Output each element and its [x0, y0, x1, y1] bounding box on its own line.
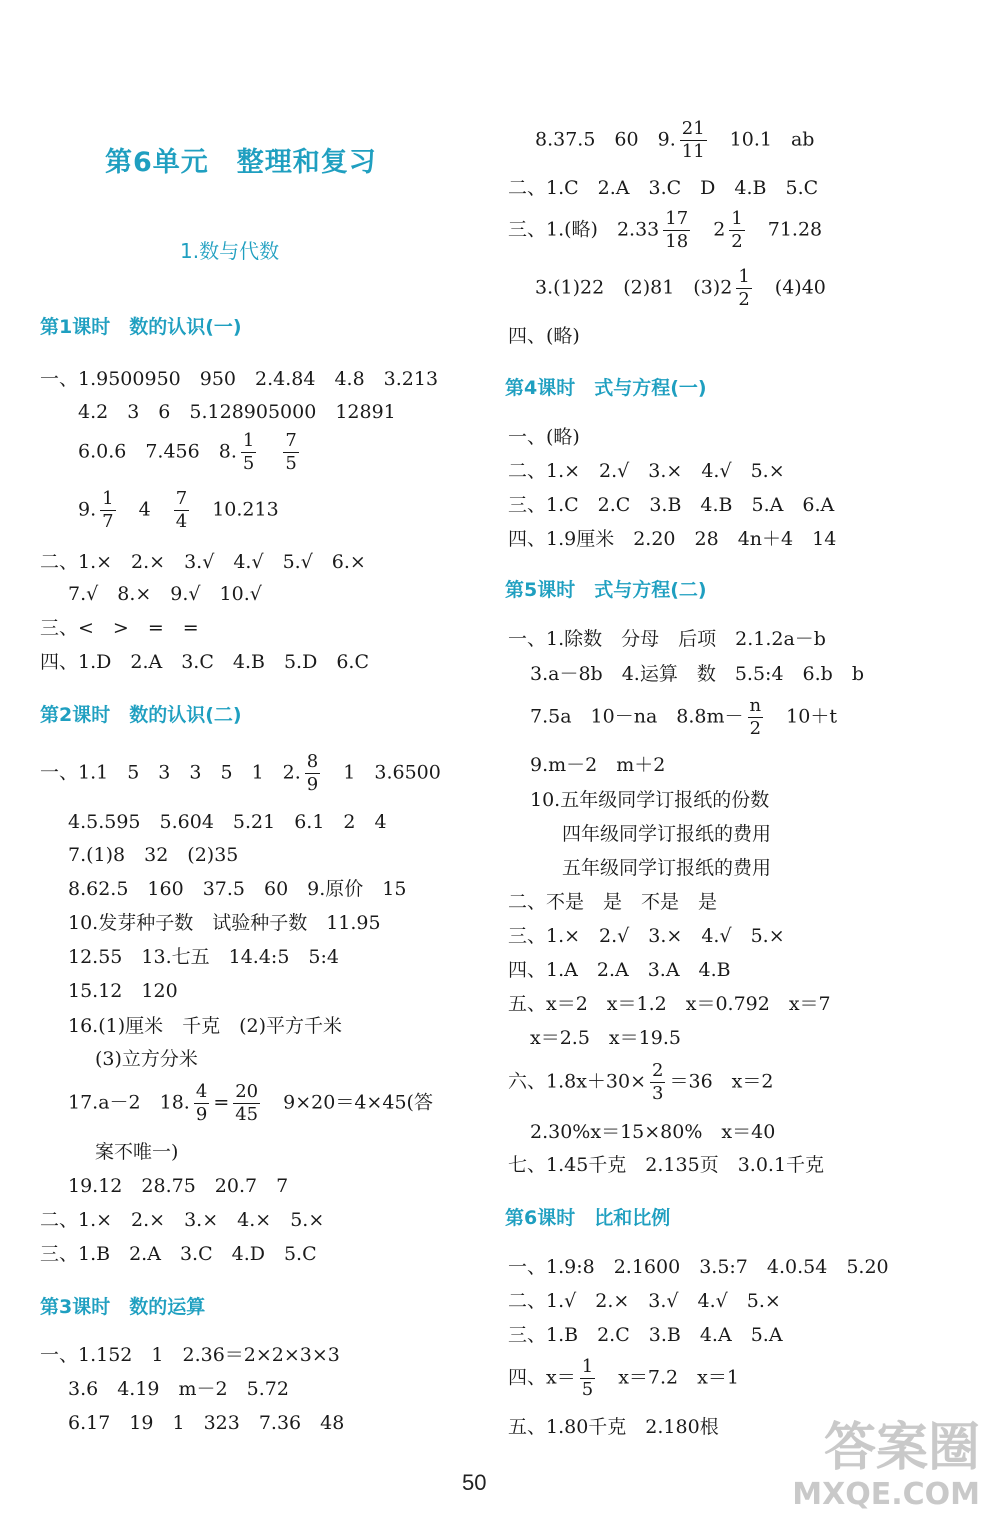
answer-line: 4.2 3 6 5.128905000 12891: [78, 401, 396, 423]
answer-line: 6.17 19 1 323 7.36 48: [68, 1412, 345, 1434]
answer-line: 三、1.B 2.A 3.C 4.D 5.C: [40, 1243, 317, 1265]
answer-line: 二、1.C 2.A 3.C D 4.B 5.C: [508, 177, 819, 199]
fraction: $\frac{7}{5}$: [285, 430, 297, 474]
fraction: $\frac{1}{7}$: [102, 488, 114, 532]
fraction: $\frac{1}{5}$: [242, 430, 255, 474]
answer-line: 一、1.1 5 3 3 5 1 2. $\frac{8}{9}$ 1 3.6500: [40, 751, 441, 795]
lesson-5-title: 第5课时 式与方程(二): [505, 579, 707, 601]
answer-line: 四、1.9厘米 2.20 28 4n＋4 14: [508, 528, 837, 550]
answer-line: 五年级同学订报纸的费用: [562, 857, 772, 879]
answer-line: 12.55 13.七五 14.4:5 5:4: [68, 946, 339, 968]
lesson-1-title: 第1课时 数的认识(一): [40, 316, 242, 338]
answer-line: 三、1.B 2.C 3.B 4.A 5.A: [508, 1324, 783, 1346]
answer-line: 二、1.× 2.× 3.√ 4.√ 5.√ 6.×: [40, 551, 366, 573]
answer-line: 2.30%x＝15×80% x＝40: [530, 1121, 776, 1143]
lesson-6-title: 第6课时 比和比例: [505, 1207, 671, 1229]
answer-line: 3.(1)22 (2)81 (3)2 $\frac{1}{2}$ (4)40: [535, 266, 826, 310]
answer-line: 二、1.× 2.√ 3.× 4.√ 5.×: [508, 460, 785, 482]
answer-line: 4.5.595 5.604 5.21 6.1 2 4: [68, 811, 387, 833]
answer-line: 7.(1)8 32 (2)35: [68, 844, 239, 866]
answer-line: 16.(1)厘米 千克 (2)平方千米: [68, 1015, 343, 1037]
answer-line: 二、1.× 2.× 3.× 4.× 5.×: [40, 1209, 325, 1231]
answer-line: 四、1.A 2.A 3.A 4.B: [508, 959, 731, 981]
answer-line: (3)立方分米: [95, 1048, 198, 1070]
answer-line: 3.a－8b 4.运算 数 5.5:4 6.b b: [530, 663, 864, 685]
fraction: $\frac{20}{45}$: [235, 1081, 259, 1125]
fraction: $\frac{2}{3}$: [652, 1060, 664, 1104]
answer-line: 二、1.√ 2.× 3.√ 4.√ 5.×: [508, 1290, 781, 1312]
fraction: $\frac{1}{2}$: [731, 208, 743, 252]
answer-line: 三、1.(略) 2.33 $\frac{17}{18}$ 2 $\frac{1}{2}$ 71.28: [508, 208, 823, 252]
answer-line: 七、1.45千克 2.135页 3.0.1千克: [508, 1154, 825, 1176]
answer-line: 8.37.5 60 9. $\frac{21}{11}$ 10.1 ab: [535, 118, 815, 162]
answer-line: 9.m－2 m＋2: [530, 754, 666, 776]
fraction: $\frac{7}{4}$: [175, 488, 188, 532]
section-title: 1.数与代数: [180, 239, 280, 263]
answer-line: 四、(略): [508, 325, 580, 347]
answer-line: 二、不是 是 不是 是: [508, 891, 718, 913]
answer-line: 一、1.152 1 2.36＝2×2×3×3: [40, 1344, 340, 1366]
fraction: $\frac{21}{11}$: [681, 118, 705, 162]
answer-line: 15.12 120: [68, 980, 178, 1002]
page-number: 50: [462, 1470, 487, 1495]
fraction: $\frac{17}{18}$: [665, 208, 689, 252]
answer-line: 一、1.9500950 950 2.4.84 4.8 3.213: [40, 368, 439, 390]
lesson-3-title: 第3课时 数的运算: [40, 1296, 206, 1318]
answer-line: 8.62.5 160 37.5 60 9.原价 15: [68, 878, 407, 900]
answer-line: 一、(略): [508, 426, 580, 448]
answer-line: 一、1.9:8 2.1600 3.5:7 4.0.54 5.20: [508, 1256, 889, 1278]
fraction: $\frac{n}{2}$: [749, 695, 762, 739]
fraction: $\frac{4}{9}$: [195, 1081, 208, 1125]
answer-line: 五、x＝2 x＝1.2 x＝0.792 x＝7: [508, 993, 831, 1015]
unit-title: 第6单元 整理和复习: [105, 147, 377, 178]
answer-line: 10.发芽种子数 试验种子数 11.95: [68, 912, 381, 934]
answer-line: 19.12 28.75 20.7 7: [68, 1175, 289, 1197]
answer-line: 四年级同学订报纸的费用: [562, 823, 772, 845]
lesson-2-title: 第2课时 数的认识(二): [40, 704, 242, 726]
answer-line: x＝2.5 x＝19.5: [530, 1027, 681, 1049]
answer-line: 四、1.D 2.A 3.C 4.B 5.D 6.C: [40, 651, 369, 673]
answer-line: 案不唯一): [95, 1141, 179, 1163]
watermark: 答案圈 MXQE.COM: [792, 1418, 980, 1512]
answer-line: 一、1.除数 分母 后项 2.1.2a－b: [508, 628, 826, 650]
answer-line: 7.√ 8.× 9.√ 10.√: [68, 583, 262, 605]
answer-line: 6.0.6 7.456 8. $\frac{1}{5}$ $\frac{7}{5}$: [78, 430, 297, 474]
answer-line: 五、1.80千克 2.180根: [508, 1416, 719, 1438]
fraction: $\frac{1}{5}$: [581, 1356, 594, 1400]
answer-line: 三、1.C 2.C 3.B 4.B 5.A 6.A: [508, 494, 835, 516]
answer-line: 17.a－2 18. $\frac{4}{9}$ = $\frac{20}{45}$ 9×20＝4×45(答: [68, 1081, 433, 1125]
lesson-4-title: 第4课时 式与方程(一): [505, 377, 707, 399]
answer-line: 3.6 4.19 m－2 5.72: [68, 1378, 289, 1400]
answer-line: 三、1.× 2.√ 3.× 4.√ 5.×: [508, 925, 785, 947]
answer-line: 三、< > = =: [40, 617, 199, 639]
answer-line: 9. $\frac{1}{7}$ 4 $\frac{7}{4}$ 10.213: [78, 488, 279, 532]
answer-line: 7.5a 10－na 8.8m－ $\frac{n}{2}$ 10＋t: [530, 695, 837, 739]
answer-line: 六、1.8x＋30× $\frac{2}{3}$ ＝36 x＝2: [508, 1060, 774, 1104]
answer-line: 四、x＝ $\frac{1}{5}$ x＝7.2 x＝1: [508, 1356, 739, 1400]
answer-line: 10.五年级同学订报纸的份数: [530, 789, 770, 811]
fraction: $\frac{8}{9}$: [306, 751, 319, 795]
fraction: $\frac{1}{2}$: [738, 266, 750, 310]
